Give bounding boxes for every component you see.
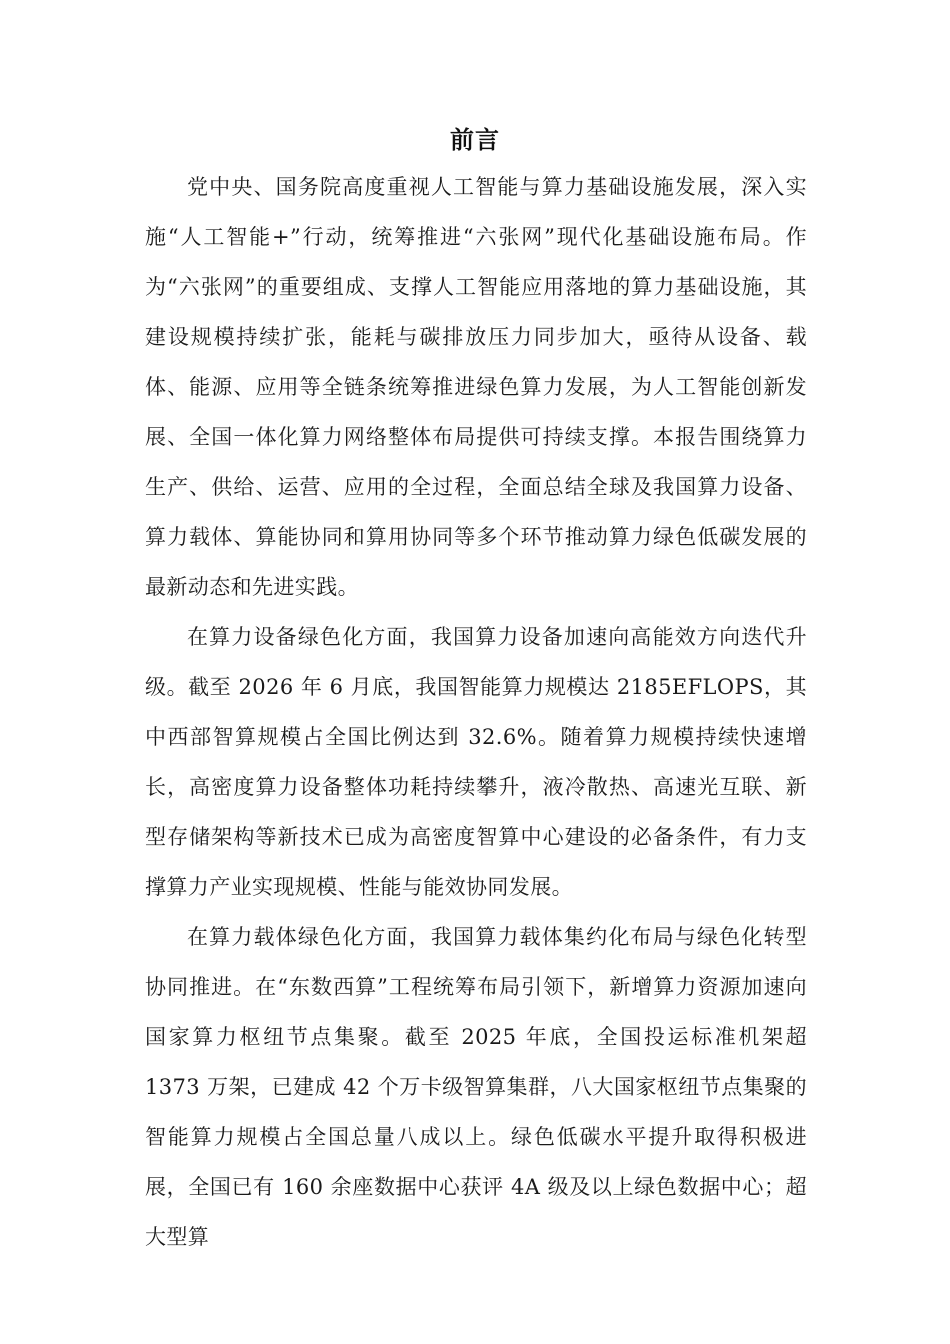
paragraph-2: 在算力设备绿色化方面，我国算力设备加速向高能效方向迭代升级。截至 2026 年 6 月底，我国智能算力规模达 2185EFLOPS，其中西部智算规模占全国比例达到 32.6%。随着算力规模持续快速增长，高密度算力设备整体功耗持续攀升，液冷散热、高速光互联、新型存储架构等新技术已成为高密度智算中心建设的必备条件，有力支撑算力产业实现规模、性能与能效协同发展。 xyxy=(145,625,807,899)
paragraph-1: 党中央、国务院高度重视人工智能与算力基础设施发展，深入实施“人工智能+”行动，统筹推进“六张网”现代化基础设施布局。作为“六张网”的重要组成、支撑人工智能应用落地的算力基础设施，其建设规模持续扩张，能耗与碳排放压力同步加大，亟待从设备、载体、能源、应用等全链条统筹推进绿色算力发展，为人工智能创新发展、全国一体化算力网络整体布局提供可持续支撑。本报告围绕算力生产、供给、运营、应用的全过程，全面总结全球及我国算力设备、算力载体、算能协同和算用协同等多个环节推动算力绿色低碳发展的最新动态和先进实践。 xyxy=(145,175,807,599)
page-title: 前言 xyxy=(450,126,500,154)
paragraph-3: 在算力载体绿色化方面，我国算力载体集约化布局与绿色化转型协同推进。在“东数西算”工程统筹布局引领下，新增算力资源加速向国家算力枢纽节点集聚。截至 2025 年底，全国投运标准机架超 1373 万架，已建成 42 个万卡级智算集群，八大国家枢纽节点集聚的智能算力规模占全国总量八成以上。绿色低碳水平提升取得积极进展，全国已有 160 余座数据中心获评 4A 级及以上绿色数据中心；超大型算 xyxy=(145,925,807,1249)
body-text xyxy=(145,162,807,1262)
